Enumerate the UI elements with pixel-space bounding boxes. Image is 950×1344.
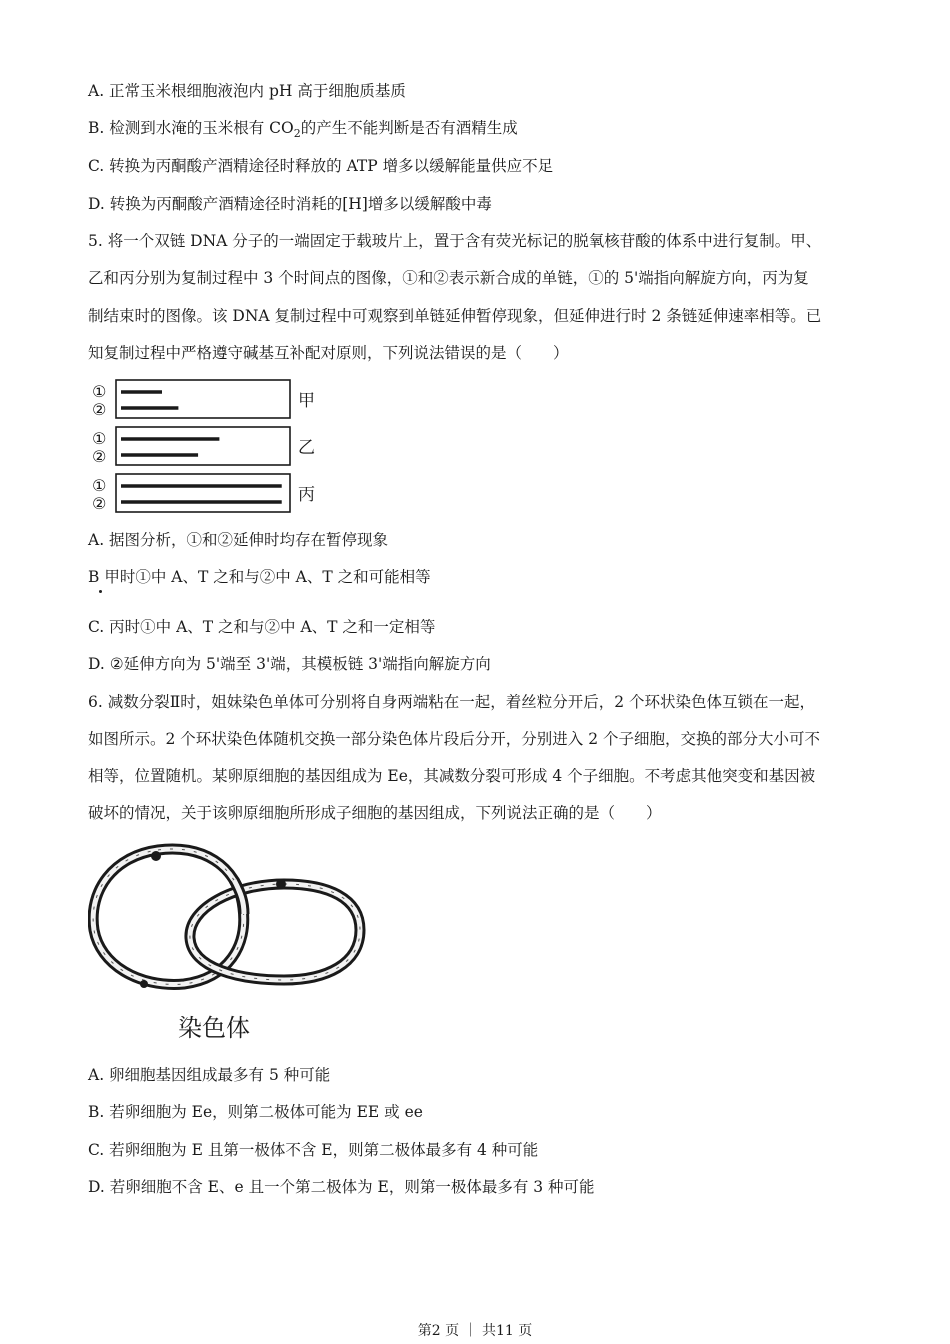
q4-option-c: C. 转换为丙酮酸产酒精途径时释放的 ATP 增多以缓解能量供应不足 xyxy=(88,157,554,175)
q4-option-b xyxy=(88,117,518,145)
figure-caption: 染色体 xyxy=(178,1014,250,1042)
q4-option-d: D. 转换为丙酮酸产酒精途径时消耗的[H]增多以缓解酸中毒 xyxy=(88,195,492,213)
q4-option-b-suffix: 的产生不能判断是否有酒精生成 xyxy=(300,119,518,137)
q5-option-d: D. ②延伸方向为 5'端至 3'端，其模板链 3'端指向解旋方向 xyxy=(88,655,491,673)
q6-option-b: B. 若卵细胞为 Ee，则第二极体可能为 EE 或 ee xyxy=(88,1103,423,1121)
q5-stem-line-1: 5. 将一个双链 DNA 分子的一端固定于载玻片上，置于含有荧光标记的脱氧核苷酸的体系中进行复制。甲、 xyxy=(88,232,822,250)
q6-option-a: A. 卵细胞基因组成最多有 5 种可能 xyxy=(88,1066,331,1084)
strand-2-label: ② xyxy=(92,400,107,419)
page-footer: 第2 页 ｜ 共11 页 xyxy=(417,1323,533,1339)
dna-replication-figure xyxy=(88,378,328,514)
q6-stem-line-2: 如图所示。2 个环状染色体随机交换一部分染色体片段后分开，分别进入 2 个子细胞，交换的部分大小可不 xyxy=(88,730,821,748)
q6-option-d: D. 若卵细胞不含 E、e 且一个第二极体为 E，则第一极体最多有 3 种可能 xyxy=(88,1178,595,1196)
strand-1-label: ① xyxy=(92,382,107,401)
ring-chromosome-figure xyxy=(88,838,378,1046)
panel-name: 丙 xyxy=(298,485,315,505)
q5-option-a: A. 据图分析，①和②延伸时均存在暂停现象 xyxy=(88,531,389,549)
panel-name: 乙 xyxy=(298,438,315,458)
panel-box xyxy=(116,380,290,418)
left-ring xyxy=(93,849,244,984)
q6-stem-line-4: 破坏的情况，关于该卵原细胞所形成子细胞的基因组成，下列说法正确的是（ ） xyxy=(88,804,662,822)
centromere-dot-right xyxy=(276,879,286,889)
q6-option-c: C. 若卵细胞为 E 且第一极体不含 E，则第二极体最多有 4 种可能 xyxy=(88,1141,539,1159)
panel-name: 甲 xyxy=(298,391,315,411)
q4-option-b-prefix: B. 检测到水淹的玉米根有 CO xyxy=(88,119,294,137)
strand-2-label: ② xyxy=(92,494,107,513)
q5-stem-line-4: 知复制过程中严格遵守碱基互补配对原则，下列说法错误的是（ ） xyxy=(88,344,569,362)
option-b-dot-mark xyxy=(99,590,102,593)
centromere-dot-left xyxy=(151,851,161,861)
q5-stem-line-3: 制结束时的图像。该 DNA 复制过程中可观察到单链延伸暂停现象，但延伸进行时 2 条链延伸速率相等。已 xyxy=(88,307,822,325)
ring-end-dot xyxy=(140,980,148,988)
q5-option-b: B 甲时①中 A、T 之和与②中 A、T 之和可能相等 xyxy=(88,568,431,586)
q6-stem-line-3: 相等，位置随机。某卵原细胞的基因组成为 Ee，其减数分裂可形成 4 个子细胞。不考虑其他突变和基因被 xyxy=(88,767,816,785)
q5-option-c: C. 丙时①中 A、T 之和与②中 A、T 之和一定相等 xyxy=(88,618,436,636)
strand-1-label: ① xyxy=(92,476,107,495)
right-ring xyxy=(190,884,360,980)
q4-option-b-subscript: 2 xyxy=(293,127,301,141)
q4-option-a: A. 正常玉米根细胞液泡内 pH 高于细胞质基质 xyxy=(88,82,406,100)
panel-box xyxy=(116,427,290,465)
q6-stem-line-1: 6. 减数分裂Ⅱ时，姐妹染色单体可分别将自身两端粘在一起，着丝粒分开后，2 个环状染色体互锁在一起， xyxy=(88,693,816,711)
strand-1-label: ① xyxy=(92,429,107,448)
panel-box xyxy=(116,474,290,512)
strand-2-label: ② xyxy=(92,447,107,466)
q5-stem-line-2: 乙和丙分别为复制过程中 3 个时间点的图像，①和②表示新合成的单链，①的 5'端指向解旋方向，丙为复 xyxy=(88,269,809,287)
